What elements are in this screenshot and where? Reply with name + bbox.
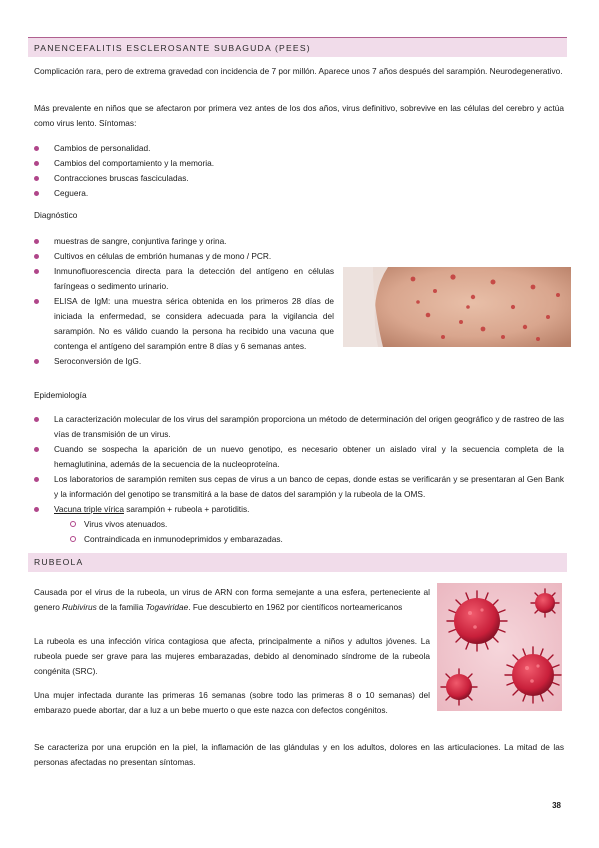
- bullet-icon: [34, 239, 39, 244]
- list-item: Cultivos en células de embrión humanas y de mono / PCR.: [34, 249, 334, 264]
- rubeola-paragraph-2: La rubeola es una infección vírica contagiosa que afecta, principalmente a niños y adultos jóvenes. La rubeola puede ser grave para las mujeres embarazadas, debido al denominado síndrome de la rubeola congénita (SRC).: [34, 636, 430, 676]
- list-item: Cambios de personalidad.: [34, 141, 564, 156]
- list-item: Ceguera.: [34, 186, 564, 201]
- circle-bullet-icon: [70, 536, 76, 542]
- rubeola-paragraph-1: Causada por el virus de la rubeola, un virus de ARN con forma semejante a una esfera, perteneciente al genero Rubivirus de la familia Togaviridae. Fue descubierto en 1962 por científicos norteamericanos: [34, 587, 430, 612]
- list-item: muestras de sangre, conjuntiva faringe y orina.: [34, 234, 334, 249]
- symptoms-list: [34, 141, 564, 201]
- bullet-icon: [34, 417, 39, 422]
- pees-intro: Complicación rara, pero de extrema gravedad con incidencia de 7 por millón. Aparece unos 7 años después del sarampión. Neurodegenerativo.: [34, 66, 563, 76]
- diagnostic-list: [34, 234, 334, 369]
- bullet-icon: [34, 161, 39, 166]
- list-item: Cambios del comportamiento y la memoria.: [34, 156, 564, 171]
- pees-paragraph-2: Más prevalente en niños que se afectaron por primera vez antes de los dos años, virus definitivo, sobrevive en las células del cerebro y actúa como virus lento. Síntomas:: [34, 103, 564, 128]
- bullet-icon: [34, 299, 39, 304]
- section-header-pees: [28, 37, 567, 57]
- epidemiology-list: [34, 412, 564, 547]
- bullet-icon: [34, 191, 39, 196]
- rubella-virus-illustration: [437, 583, 562, 711]
- page-number: 38: [552, 801, 561, 810]
- list-item: Los laboratorios de sarampión remiten sus cepas de virus a un banco de cepas, donde estas se verificarán y se presentaran al Gen Bank y la información del genotipo se transmitirá a la base de datos del sarampión y la rubeola de la OMS.: [34, 472, 564, 502]
- rubeola-paragraph-3: Una mujer infectada durante las primeras 16 semanas (sobre todo las primeras 8 o 10 semanas) del embarazo puede abortar, dar a luz a un bebe muerto o que este nazca con defectos congénitos.: [34, 690, 430, 715]
- list-item: Vacuna triple vírica sarampión + rubeola + parotiditis. Virus vivos atenuados. Contraindicada en inmunodeprimidos y embarazadas.: [34, 502, 564, 547]
- list-item: Inmunofluorescencia directa para la detección del antígeno en células faríngeas o sedimento urinario.: [34, 264, 334, 294]
- bullet-icon: [34, 507, 39, 512]
- vaccine-sublist: [34, 517, 564, 547]
- section-title-pees: PANENCEFALITIS ESCLEROSANTE SUBAGUDA (PEES): [34, 43, 311, 53]
- section-title-rubeola: RUBEOLA: [34, 557, 84, 567]
- diagnostic-heading: Diagnóstico: [34, 210, 78, 220]
- bullet-icon: [34, 146, 39, 151]
- section-header-rubeola: [28, 553, 567, 572]
- circle-bullet-icon: [70, 521, 76, 527]
- list-item: La caracterización molecular de los virus del sarampión proporciona un método de determinación del origen geográfico y de rastreo de las vías de transmisión de un virus.: [34, 412, 564, 442]
- bullet-icon: [34, 269, 39, 274]
- measles-rash-photo: [343, 267, 571, 347]
- rubeola-paragraph-4: Se caracteriza por una erupción en la piel, la inflamación de las glándulas y en los adultos, dolores en las articulaciones. La mitad de las personas afectadas no presentan síntomas.: [34, 742, 564, 767]
- bullet-icon: [34, 254, 39, 259]
- bullet-icon: [34, 359, 39, 364]
- bullet-icon: [34, 447, 39, 452]
- list-item: Virus vivos atenuados.: [70, 517, 564, 532]
- list-item: Contracciones bruscas fasciculadas.: [34, 171, 564, 186]
- list-item: ELISA de IgM: una muestra sérica obtenida en los primeros 28 días de iniciada la enfermedad, se considera adecuada para la vigilancia del sarampión. No es válido cuando la persona ha recibido una vacuna que contenga el antígeno del sarampión entre 8 días y 6 semanas antes.: [34, 294, 334, 354]
- bullet-icon: [34, 176, 39, 181]
- list-item: Seroconversión de IgG.: [34, 354, 334, 369]
- bullet-icon: [34, 477, 39, 482]
- list-item: Contraindicada en inmunodeprimidos y embarazadas.: [70, 532, 564, 547]
- epidemiology-heading: Epidemiología: [34, 390, 87, 400]
- list-item: Cuando se sospecha la aparición de un nuevo genotipo, es necesario obtener un aislado viral y la secuencia completa de la hemaglutinina, además de la secuencia de la nucleoproteína.: [34, 442, 564, 472]
- vaccine-label: Vacuna triple vírica: [54, 504, 124, 514]
